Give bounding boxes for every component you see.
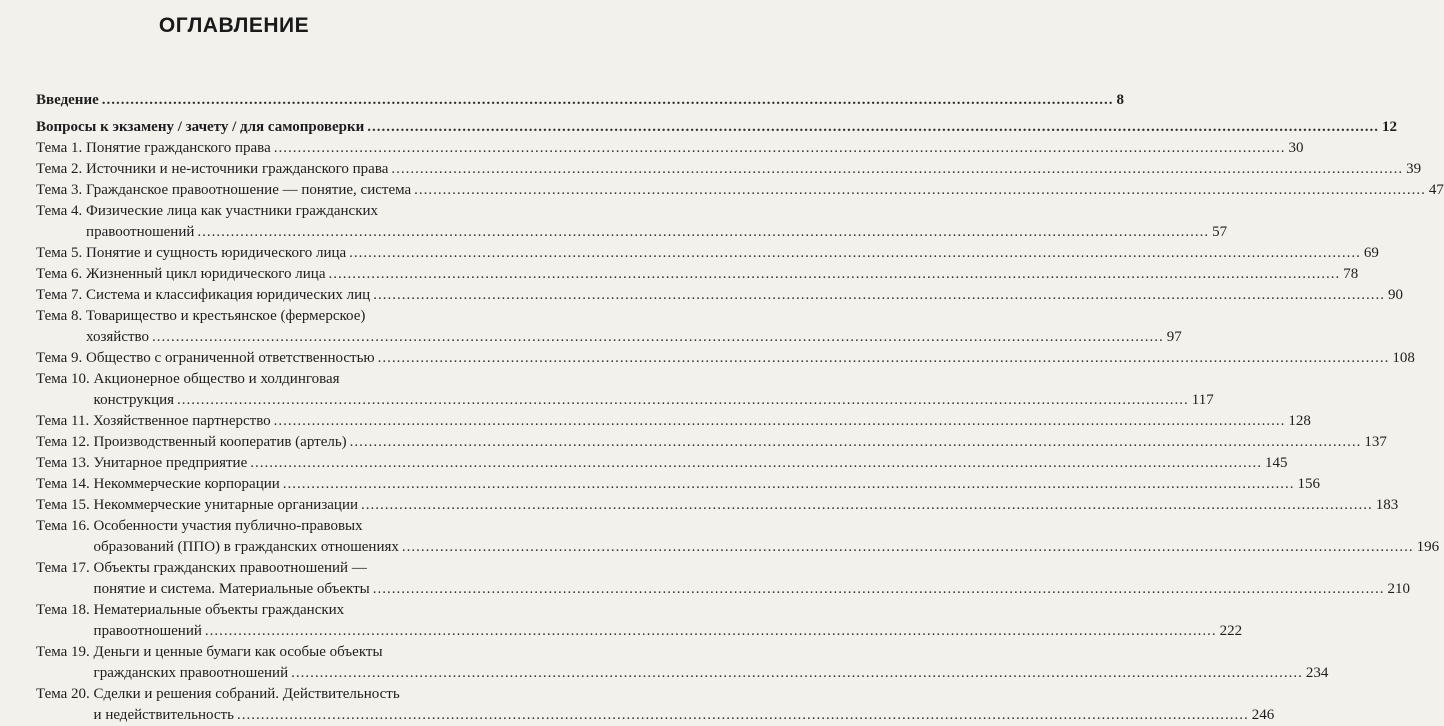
toc-entry-title: гражданских правоотношений — [93, 665, 289, 681]
dot-leader — [274, 138, 1286, 159]
toc-entry-number: Тема 1. — [36, 140, 87, 156]
toc-entry-title: Общество с ограниченной ответственностью — [86, 350, 375, 366]
toc-entry-title: Некоммерческие унитарные организации — [93, 497, 358, 513]
dot-leader — [250, 453, 1262, 474]
toc-entry-number: Тема 14. — [36, 476, 94, 492]
dot-leader — [414, 180, 1426, 201]
toc-entry-title: и недействительность — [93, 707, 234, 723]
toc-entry-number: Тема 4. — [36, 203, 87, 219]
toc-entry — [36, 90, 1125, 111]
toc-entry-title: правоотношений — [86, 224, 195, 240]
toc-entry-number: Тема 11. — [36, 413, 93, 429]
toc-entry-number: Тема 17. — [36, 560, 94, 576]
toc-entry-title: понятие и система. Материальные объекты — [93, 581, 370, 597]
toc-entry — [36, 516, 1440, 558]
toc-entry-page: 246 — [1251, 707, 1275, 723]
page-title: ОГЛАВЛЕНИЕ — [158, 14, 310, 37]
toc-entry-page: 69 — [1363, 245, 1379, 261]
toc-entry-page: 137 — [1364, 434, 1387, 450]
toc-entry-title: Введение — [36, 92, 99, 108]
toc-entry-title: Физические лица как участники гражданских — [86, 203, 379, 219]
toc-entry-title: Особенности участия публично-правовых — [93, 518, 363, 534]
toc-entry-number: Тема 18. — [36, 602, 94, 618]
toc-entry-number: Тема 19. — [36, 644, 94, 660]
toc-entry-title: Товарищество и крестьянское (фермерское) — [86, 308, 366, 324]
toc-entry — [36, 285, 1403, 306]
dot-leader — [283, 474, 1295, 495]
toc-entry-title: конструкция — [93, 392, 175, 408]
dot-leader — [237, 705, 1249, 726]
toc-entry — [36, 474, 1321, 495]
dot-leader — [274, 411, 1286, 432]
toc-entry-page: 222 — [1219, 623, 1243, 639]
toc-entry — [36, 684, 1275, 726]
toc-entry-page: 183 — [1375, 497, 1399, 513]
toc-entry-number: Тема 15. — [36, 497, 94, 513]
toc-entry-number: Тема 8. — [36, 308, 87, 324]
toc-entry-number: Тема 9. — [36, 350, 87, 366]
toc-entry-title: Гражданское правоотношение — понятие, система — [86, 182, 412, 198]
dot-leader — [152, 327, 1164, 348]
toc-entry-title: Сделки и решения собраний. Действительность — [93, 686, 400, 702]
toc-entry-page: 90 — [1387, 287, 1403, 303]
dot-leader — [361, 495, 1373, 516]
toc-entry — [36, 411, 1311, 432]
toc-entry-number: Тема 7. — [36, 287, 87, 303]
toc-entry-number: Тема 2. — [36, 161, 87, 177]
toc-entry-page: 39 — [1406, 161, 1422, 177]
toc-entry — [36, 600, 1243, 642]
toc-entry-title: Понятие и сущность юридического лица — [86, 245, 347, 261]
toc-entry-page: 30 — [1288, 140, 1304, 156]
toc-entry-title: хозяйство — [86, 329, 150, 345]
toc-entry-title: Деньги и ценные бумаги как особые объекты — [93, 644, 383, 660]
toc-entry — [36, 453, 1288, 474]
toc-entry — [36, 369, 1214, 411]
toc-entry — [36, 138, 1304, 159]
toc-entry-page: 210 — [1387, 581, 1410, 597]
dot-leader — [349, 243, 1361, 264]
dot-leader — [177, 390, 1189, 411]
toc-entry — [36, 117, 1397, 138]
toc-entry — [36, 348, 1415, 369]
toc-entry-page: 97 — [1166, 329, 1182, 345]
toc-entry — [36, 264, 1359, 285]
toc-entry-title: Производственный кооператив (артель) — [93, 434, 347, 450]
toc-entry-title: Источники и не-источники гражданского права — [86, 161, 389, 177]
dot-leader — [367, 117, 1379, 138]
toc-entry-number: Тема 5. — [36, 245, 87, 261]
toc-entry-number: Тема 12. — [36, 434, 94, 450]
toc-entry-number: Тема 20. — [36, 686, 94, 702]
toc-entry-page: 57 — [1212, 224, 1228, 240]
toc-entry-page: 8 — [1116, 92, 1125, 108]
toc-entry — [36, 180, 1444, 201]
toc-entry — [36, 306, 1182, 348]
toc-entry-title: Система и классификация юридических лиц — [86, 287, 371, 303]
toc-entry-title: Акционерное общество и холдинговая — [93, 371, 340, 387]
toc-entry — [36, 495, 1399, 516]
dot-leader — [373, 285, 1385, 306]
toc-entry-page: 234 — [1305, 665, 1329, 681]
toc-entry-title: Жизненный цикл юридического лица — [86, 266, 326, 282]
dot-leader — [102, 90, 1114, 111]
toc-entry-page: 12 — [1382, 119, 1397, 135]
dot-leader — [350, 432, 1362, 453]
toc-entry-number: Тема 3. — [36, 182, 87, 198]
toc-entry-page: 47 — [1428, 182, 1444, 198]
toc-entry-title: Вопросы к экзамену / зачету / для самопроверки — [36, 119, 365, 135]
toc-entry — [36, 432, 1387, 453]
dot-leader — [197, 222, 1209, 243]
toc-entry-number: Тема 16. — [36, 518, 94, 534]
table-of-contents — [36, 90, 1444, 726]
toc-entry — [36, 558, 1410, 600]
dot-leader — [291, 663, 1303, 684]
dot-leader — [329, 264, 1341, 285]
toc-entry-title: Унитарное предприятие — [93, 455, 248, 471]
toc-entry-title: образований (ППО) в гражданских отношениях — [93, 539, 399, 555]
toc-entry-number: Тема 13. — [36, 455, 94, 471]
toc-entry — [36, 201, 1228, 243]
toc-entry-title: Некоммерческие корпорации — [93, 476, 280, 492]
toc-entry-title: Понятие гражданского права — [86, 140, 271, 156]
toc-entry-title: Хозяйственное партнерство — [93, 413, 271, 429]
toc-entry-number: Тема 6. — [36, 266, 87, 282]
toc-entry-page: 196 — [1416, 539, 1440, 555]
toc-entry-title: Нематериальные объекты гражданских — [93, 602, 345, 618]
toc-entry-page: 145 — [1264, 455, 1288, 471]
dot-leader — [373, 579, 1385, 600]
toc-entry-page: 78 — [1343, 266, 1359, 282]
dot-leader — [205, 621, 1217, 642]
dot-leader — [378, 348, 1390, 369]
toc-entry-page: 128 — [1288, 413, 1311, 429]
toc-entry-title: правоотношений — [93, 623, 202, 639]
dot-leader — [391, 159, 1403, 180]
dot-leader — [402, 537, 1414, 558]
toc-entry — [36, 243, 1379, 264]
toc-entry-number: Тема 10. — [36, 371, 94, 387]
toc-entry — [36, 159, 1422, 180]
toc-entry-page: 108 — [1392, 350, 1415, 366]
toc-entry — [36, 642, 1329, 684]
toc-entry-page: 156 — [1297, 476, 1321, 492]
toc-entry-page: 117 — [1191, 392, 1214, 408]
toc-entry-title: Объекты гражданских правоотношений — — [93, 560, 367, 576]
